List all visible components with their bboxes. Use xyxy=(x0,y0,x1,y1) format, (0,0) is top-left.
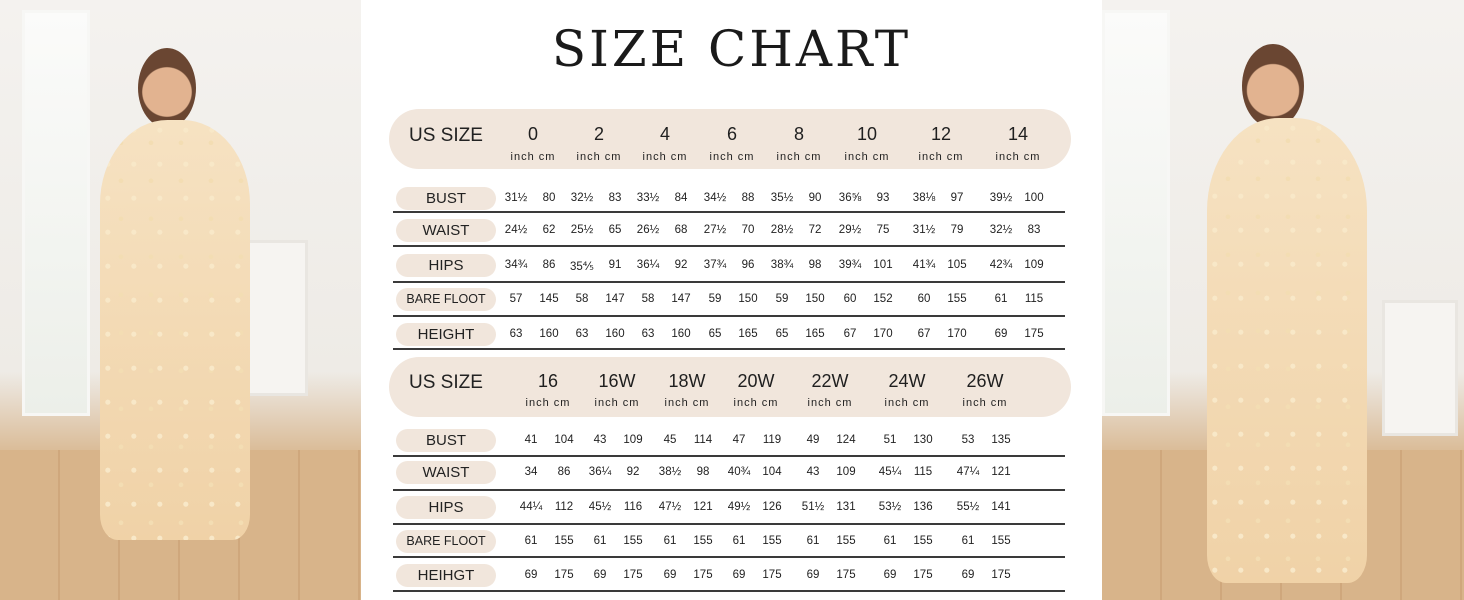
row-divider xyxy=(393,211,1065,213)
row-divider xyxy=(393,455,1065,457)
cell-cm: 175 xyxy=(762,569,782,581)
cell-cm: 121 xyxy=(991,466,1011,478)
unit-labels: inch cm xyxy=(962,397,1008,409)
cell-cm: 160 xyxy=(605,328,625,340)
cell-cm: 86 xyxy=(542,259,556,271)
cell-inch: 38½ xyxy=(658,466,682,478)
cell-inch: 25½ xyxy=(570,224,594,236)
cell-cm: 70 xyxy=(741,224,755,236)
size-column-header: 4 xyxy=(659,124,670,144)
cell-cm: 175 xyxy=(623,569,643,581)
cell-inch: 69 xyxy=(663,569,677,581)
cell-cm: 100 xyxy=(1024,192,1044,204)
cell-inch: 36¼ xyxy=(588,466,612,478)
cell-inch: 45½ xyxy=(588,501,612,513)
cell-inch: 36⅝ xyxy=(838,192,862,204)
size-column-header: 0 xyxy=(527,124,538,144)
cell-inch: 41 xyxy=(524,434,538,446)
measurement-label: BARE FLOOT xyxy=(396,530,496,553)
unit-labels: inch cm xyxy=(995,151,1041,163)
cell-cm: 175 xyxy=(554,569,574,581)
unit-labels: inch cm xyxy=(525,397,571,409)
cell-inch: 61 xyxy=(883,535,897,547)
cell-cm: 68 xyxy=(674,224,688,236)
cell-cm: 92 xyxy=(626,466,640,478)
size-column-header: 10 xyxy=(856,124,878,144)
cell-cm: 155 xyxy=(991,535,1011,547)
cell-cm: 165 xyxy=(805,328,825,340)
wall-panel-decor xyxy=(1382,300,1458,436)
cell-inch: 34½ xyxy=(703,192,727,204)
cell-cm: 115 xyxy=(1024,293,1044,305)
measurement-label: WAIST xyxy=(396,461,496,484)
cell-cm: 62 xyxy=(542,224,556,236)
cell-inch: 69 xyxy=(806,569,820,581)
cell-inch: 36¼ xyxy=(636,259,660,271)
cell-inch: 32½ xyxy=(570,192,594,204)
cell-inch: 44¼ xyxy=(519,501,543,513)
cell-inch: 27½ xyxy=(703,224,727,236)
row-divider xyxy=(393,245,1065,247)
cell-inch: 69 xyxy=(883,569,897,581)
unit-labels: inch cm xyxy=(642,151,688,163)
unit-labels: inch cm xyxy=(709,151,755,163)
size-column-header: 26W xyxy=(966,371,1004,391)
unit-labels: inch cm xyxy=(918,151,964,163)
model-head xyxy=(138,48,196,128)
cell-cm: 98 xyxy=(808,259,822,271)
unit-labels: inch cm xyxy=(807,397,853,409)
cell-cm: 96 xyxy=(741,259,755,271)
cell-inch: 69 xyxy=(524,569,538,581)
cell-inch: 61 xyxy=(806,535,820,547)
cell-cm: 88 xyxy=(741,192,755,204)
size-column-header: 24W xyxy=(888,371,926,391)
unit-labels: inch cm xyxy=(594,397,640,409)
chart-title: SIZE CHART xyxy=(551,20,912,78)
cell-inch: 53½ xyxy=(878,501,902,513)
cell-cm: 130 xyxy=(913,434,933,446)
cell-inch: 35⅘ xyxy=(570,261,594,273)
row-divider xyxy=(393,523,1065,525)
cell-cm: 92 xyxy=(674,259,688,271)
row-divider xyxy=(393,556,1065,558)
cell-cm: 126 xyxy=(762,501,782,513)
cell-inch: 28½ xyxy=(770,224,794,236)
measurement-label: HEIGHT xyxy=(396,323,496,346)
cell-cm: 131 xyxy=(836,501,856,513)
cell-inch: 69 xyxy=(732,569,746,581)
cell-inch: 39¾ xyxy=(838,259,862,271)
size-column-header: 18W xyxy=(668,371,706,391)
measurement-label: BUST xyxy=(396,187,496,210)
cell-inch: 61 xyxy=(524,535,538,547)
cell-inch: 38¾ xyxy=(770,259,794,271)
cell-cm: 101 xyxy=(873,259,893,271)
cell-cm: 109 xyxy=(623,434,643,446)
size-column-header: 2 xyxy=(593,124,604,144)
cell-inch: 57 xyxy=(509,293,523,305)
row-divider xyxy=(393,590,1065,592)
measurement-label: HIPS xyxy=(396,496,496,519)
cell-cm: 116 xyxy=(623,501,643,513)
cell-cm: 86 xyxy=(557,466,571,478)
cell-inch: 49½ xyxy=(727,501,751,513)
cell-inch: 67 xyxy=(843,328,857,340)
row-divider xyxy=(393,489,1065,491)
cell-cm: 152 xyxy=(873,293,893,305)
cell-inch: 47 xyxy=(732,434,746,446)
cell-cm: 145 xyxy=(539,293,559,305)
cell-cm: 114 xyxy=(693,434,713,446)
measurement-label: WAIST xyxy=(396,219,496,242)
cell-cm: 175 xyxy=(836,569,856,581)
window-decor xyxy=(22,10,90,416)
cell-cm: 147 xyxy=(605,293,625,305)
cell-inch: 51½ xyxy=(801,501,825,513)
cell-cm: 91 xyxy=(608,259,622,271)
row-divider xyxy=(393,281,1065,283)
size-column-header: 12 xyxy=(930,124,952,144)
measurement-label: HIPS xyxy=(396,254,496,277)
cell-inch: 47¼ xyxy=(956,466,980,478)
cell-inch: 58 xyxy=(641,293,655,305)
cell-cm: 165 xyxy=(738,328,758,340)
cell-inch: 60 xyxy=(917,293,931,305)
cell-inch: 37¾ xyxy=(703,259,727,271)
cell-cm: 93 xyxy=(876,192,890,204)
cell-cm: 75 xyxy=(876,224,890,236)
row-divider xyxy=(393,348,1065,350)
cell-inch: 40¾ xyxy=(727,466,751,478)
cell-cm: 72 xyxy=(808,224,822,236)
cell-inch: 26½ xyxy=(636,224,660,236)
cell-cm: 155 xyxy=(913,535,933,547)
cell-cm: 124 xyxy=(836,434,856,446)
cell-cm: 104 xyxy=(762,466,782,478)
cell-cm: 170 xyxy=(947,328,967,340)
cell-inch: 31½ xyxy=(912,224,936,236)
cell-cm: 155 xyxy=(762,535,782,547)
cell-cm: 160 xyxy=(539,328,559,340)
cell-inch: 67 xyxy=(917,328,931,340)
cell-inch: 61 xyxy=(994,293,1008,305)
cell-cm: 97 xyxy=(950,192,964,204)
model-head xyxy=(1242,44,1304,128)
wall-panel-decor xyxy=(242,240,308,396)
cell-cm: 135 xyxy=(991,434,1011,446)
measurement-label: BARE FLOOT xyxy=(396,288,496,311)
size-column-header: 8 xyxy=(793,124,804,144)
size-chart xyxy=(361,0,1102,600)
cell-inch: 34 xyxy=(524,466,538,478)
cell-inch: 33½ xyxy=(636,192,660,204)
cell-inch: 47½ xyxy=(658,501,682,513)
unit-labels: inch cm xyxy=(733,397,779,409)
cell-inch: 63 xyxy=(509,328,523,340)
cell-inch: 65 xyxy=(708,328,722,340)
size-column-header: 16W xyxy=(598,371,636,391)
cell-inch: 49 xyxy=(806,434,820,446)
cell-inch: 43 xyxy=(593,434,607,446)
cell-inch: 59 xyxy=(775,293,789,305)
cell-cm: 83 xyxy=(608,192,622,204)
cell-inch: 60 xyxy=(843,293,857,305)
cell-cm: 141 xyxy=(991,501,1011,513)
cell-cm: 65 xyxy=(608,224,622,236)
size-column-header: 22W xyxy=(811,371,849,391)
row-divider xyxy=(393,315,1065,317)
cell-inch: 63 xyxy=(575,328,589,340)
cell-cm: 155 xyxy=(836,535,856,547)
cell-cm: 109 xyxy=(836,466,856,478)
cell-inch: 61 xyxy=(961,535,975,547)
cell-inch: 51 xyxy=(883,434,897,446)
cell-inch: 24½ xyxy=(504,224,528,236)
gold-sequin-dress xyxy=(100,120,250,540)
cell-cm: 90 xyxy=(808,192,822,204)
cell-inch: 61 xyxy=(593,535,607,547)
cell-cm: 155 xyxy=(947,293,967,305)
cell-inch: 35½ xyxy=(770,192,794,204)
cell-cm: 160 xyxy=(671,328,691,340)
gold-sequin-dress xyxy=(1207,118,1367,583)
unit-labels: inch cm xyxy=(884,397,930,409)
cell-cm: 79 xyxy=(950,224,964,236)
window-decor xyxy=(1102,10,1170,416)
measurement-label: HEIHGT xyxy=(396,564,496,587)
cell-inch: 69 xyxy=(994,328,1008,340)
measurement-label: BUST xyxy=(396,429,496,452)
size-column-header: 14 xyxy=(1007,124,1029,144)
cell-inch: 43 xyxy=(806,466,820,478)
cell-cm: 112 xyxy=(554,501,574,513)
cell-inch: 45¼ xyxy=(878,466,902,478)
cell-inch: 61 xyxy=(663,535,677,547)
cell-cm: 105 xyxy=(947,259,967,271)
cell-cm: 84 xyxy=(674,192,688,204)
cell-cm: 98 xyxy=(696,466,710,478)
unit-labels: inch cm xyxy=(664,397,710,409)
us-size-label-1: US SIZE xyxy=(409,125,483,146)
cell-cm: 109 xyxy=(1024,259,1044,271)
cell-inch: 55½ xyxy=(956,501,980,513)
cell-inch: 31½ xyxy=(504,192,528,204)
cell-inch: 45 xyxy=(663,434,677,446)
cell-cm: 121 xyxy=(693,501,713,513)
cell-cm: 170 xyxy=(873,328,893,340)
cell-inch: 42¾ xyxy=(989,259,1013,271)
cell-cm: 175 xyxy=(991,569,1011,581)
cell-inch: 63 xyxy=(641,328,655,340)
cell-cm: 147 xyxy=(671,293,691,305)
cell-inch: 69 xyxy=(593,569,607,581)
cell-cm: 175 xyxy=(693,569,713,581)
cell-cm: 119 xyxy=(762,434,782,446)
size-column-header: 6 xyxy=(726,124,737,144)
cell-inch: 65 xyxy=(775,328,789,340)
cell-inch: 53 xyxy=(961,434,975,446)
cell-cm: 83 xyxy=(1027,224,1041,236)
cell-inch: 41¾ xyxy=(912,259,936,271)
cell-cm: 155 xyxy=(554,535,574,547)
cell-inch: 58 xyxy=(575,293,589,305)
cell-inch: 34¾ xyxy=(504,259,528,271)
cell-cm: 150 xyxy=(738,293,758,305)
cell-inch: 59 xyxy=(708,293,722,305)
unit-labels: inch cm xyxy=(510,151,556,163)
cell-cm: 155 xyxy=(623,535,643,547)
cell-cm: 175 xyxy=(913,569,933,581)
unit-labels: inch cm xyxy=(576,151,622,163)
cell-inch: 32½ xyxy=(989,224,1013,236)
cell-inch: 39½ xyxy=(989,192,1013,204)
unit-labels: inch cm xyxy=(776,151,822,163)
cell-cm: 115 xyxy=(913,466,933,478)
cell-inch: 29½ xyxy=(838,224,862,236)
cell-cm: 155 xyxy=(693,535,713,547)
cell-cm: 136 xyxy=(913,501,933,513)
cell-cm: 150 xyxy=(805,293,825,305)
size-column-header: 20W xyxy=(737,371,775,391)
cell-inch: 38⅛ xyxy=(912,192,936,204)
cell-inch: 61 xyxy=(732,535,746,547)
cell-inch: 69 xyxy=(961,569,975,581)
size-column-header: 16 xyxy=(537,371,559,391)
cell-cm: 80 xyxy=(542,192,556,204)
cell-cm: 175 xyxy=(1024,328,1044,340)
unit-labels: inch cm xyxy=(844,151,890,163)
us-size-label-2: US SIZE xyxy=(409,372,483,393)
model-front-photo xyxy=(0,0,361,600)
cell-cm: 104 xyxy=(554,434,574,446)
model-back-photo xyxy=(1102,0,1464,600)
